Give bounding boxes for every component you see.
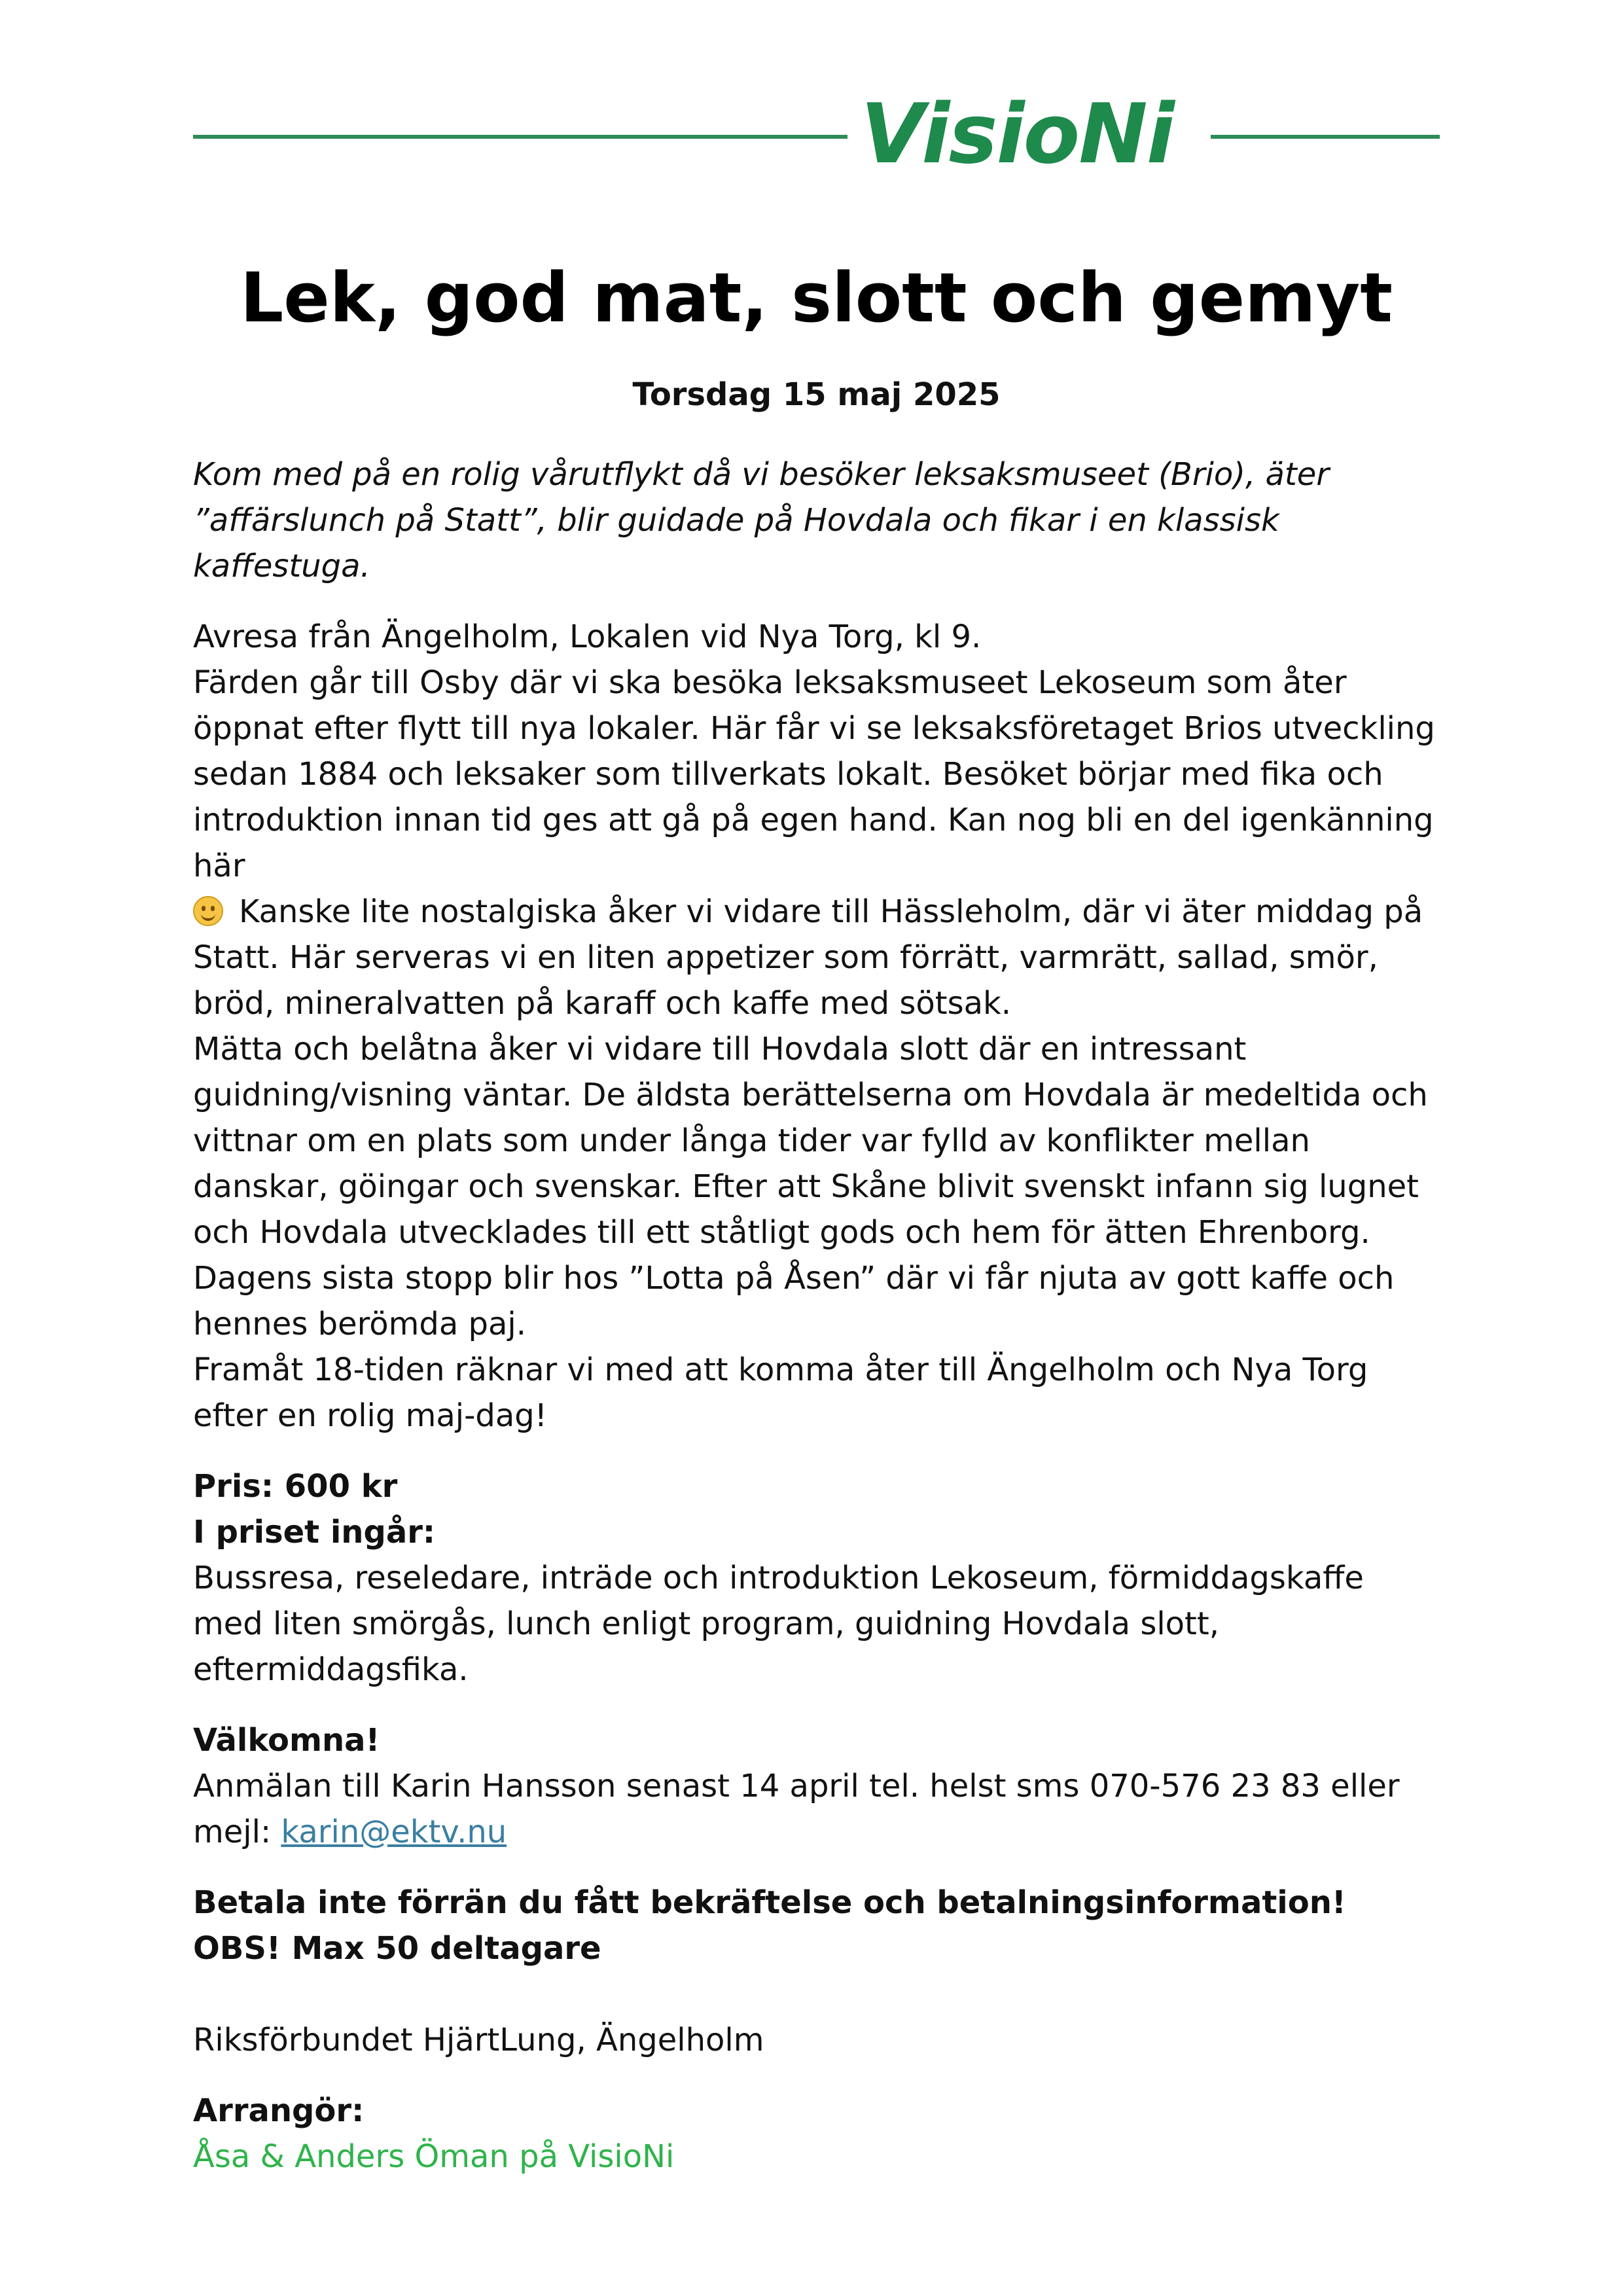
organizer-section: [193, 2088, 1440, 2179]
price-section: [193, 1463, 1440, 1693]
event-date: Torsdag 15 maj 2025: [632, 376, 1001, 413]
document-body: [193, 452, 1440, 2179]
organization-name: Riksförbundet HjärtLung, Ängelholm: [193, 2022, 764, 2058]
intro-paragraph: Kom med på en rolig vårutflykt då vi besöker leksaksmuseet (Brio), äter ”affärslunch på Statt”, blir guidade på Hovdala och fikar i en klassisk kaffestuga.: [193, 456, 1329, 584]
signup-section: [193, 1717, 1440, 1855]
payment-notice: Betala inte förrän du fått bekräftelse och betalningsinformation!: [193, 1884, 1346, 1921]
signup-text: [193, 1763, 1440, 1855]
lekoseum-paragraph: [193, 660, 1440, 1026]
email-link[interactable]: karin@ektv.nu: [281, 1814, 507, 1850]
program-description: [193, 614, 1440, 1439]
lekoseum-text: Färden går till Osby där vi ska besöka leksaksmuseet Lekoseum som åter öppnat efter flytt till nya lokaler. Här får vi se leksaksföretaget Brios utveckling sedan 1884 och leksaker som tillverkats lokalt. Besöket börjar med fika och introduktion innan tid ges att gå på egen hand. Kan nog bli en del igenkänning här: [193, 664, 1435, 884]
organizer-name: Åsa & Anders Öman på VisioNi: [193, 2138, 675, 2175]
departure-paragraph: Avresa från Ängelholm, Lokalen vid Nya Torg, kl 9.: [193, 619, 982, 655]
header-rule-left: [193, 135, 847, 139]
return-paragraph: Framåt 18-tiden räknar vi med att komma åter till Ängelholm och Nya Torg efter en rolig maj-dag!: [193, 1352, 1368, 1434]
page-title: Lek, god mat, slott och gemyt: [240, 258, 1393, 338]
includes-label: I priset ingår:: [193, 1514, 436, 1551]
price-label: Pris: 600 kr: [193, 1468, 398, 1505]
welcome-text: Välkomna!: [193, 1722, 380, 1759]
max-participants-notice: OBS! Max 50 deltagare: [193, 1930, 601, 1967]
hovdala-paragraph: Mätta och belåtna åker vi vidare till Hovdala slott där en intressant guidning/visning väntar. De äldsta berättelserna om Hovdala är medeltida och vittnar om en plats som under långa tider var fylld av konflikter mellan danskar, göingar och svenskar. Efter att Skåne blivit svenskt infann sig lugnet och Hovdala utvecklades till ett ståtligt gods och hem för ätten Ehrenborg.: [193, 1031, 1428, 1251]
smiling-face-icon: [193, 896, 223, 926]
lotta-paragraph: Dagens sista stopp blir hos ”Lotta på Åsen” där vi får njuta av gott kaffe och hennes berömda paj.: [193, 1260, 1395, 1342]
includes-text: Bussresa, reseledare, inträde och introduktion Lekoseum, förmiddagskaffe med liten smörgås, lunch enligt program, guidning Hovdala slott, eftermiddagsfika.: [193, 1560, 1364, 1688]
statt-text: Kanske lite nostalgiska åker vi vidare till Hässleholm, där vi äter middag på Statt. Här serveras vi en liten appetizer som förrätt, varmrätt, sallad, smör, bröd, mineralvatten på karaff och kaffe med sötsak.: [193, 893, 1423, 1022]
header-rule-right: [1211, 135, 1440, 139]
organizer-label: Arrangör:: [193, 2092, 365, 2129]
visioni-logo: VisioNi: [861, 86, 1173, 182]
signup-instructions: Anmälan till Karin Hansson senast 14 april tel. helst sms 070-576 23 83 eller mejl:: [193, 1768, 1400, 1850]
header: [193, 79, 1440, 190]
notice-section: [193, 1880, 1440, 1971]
